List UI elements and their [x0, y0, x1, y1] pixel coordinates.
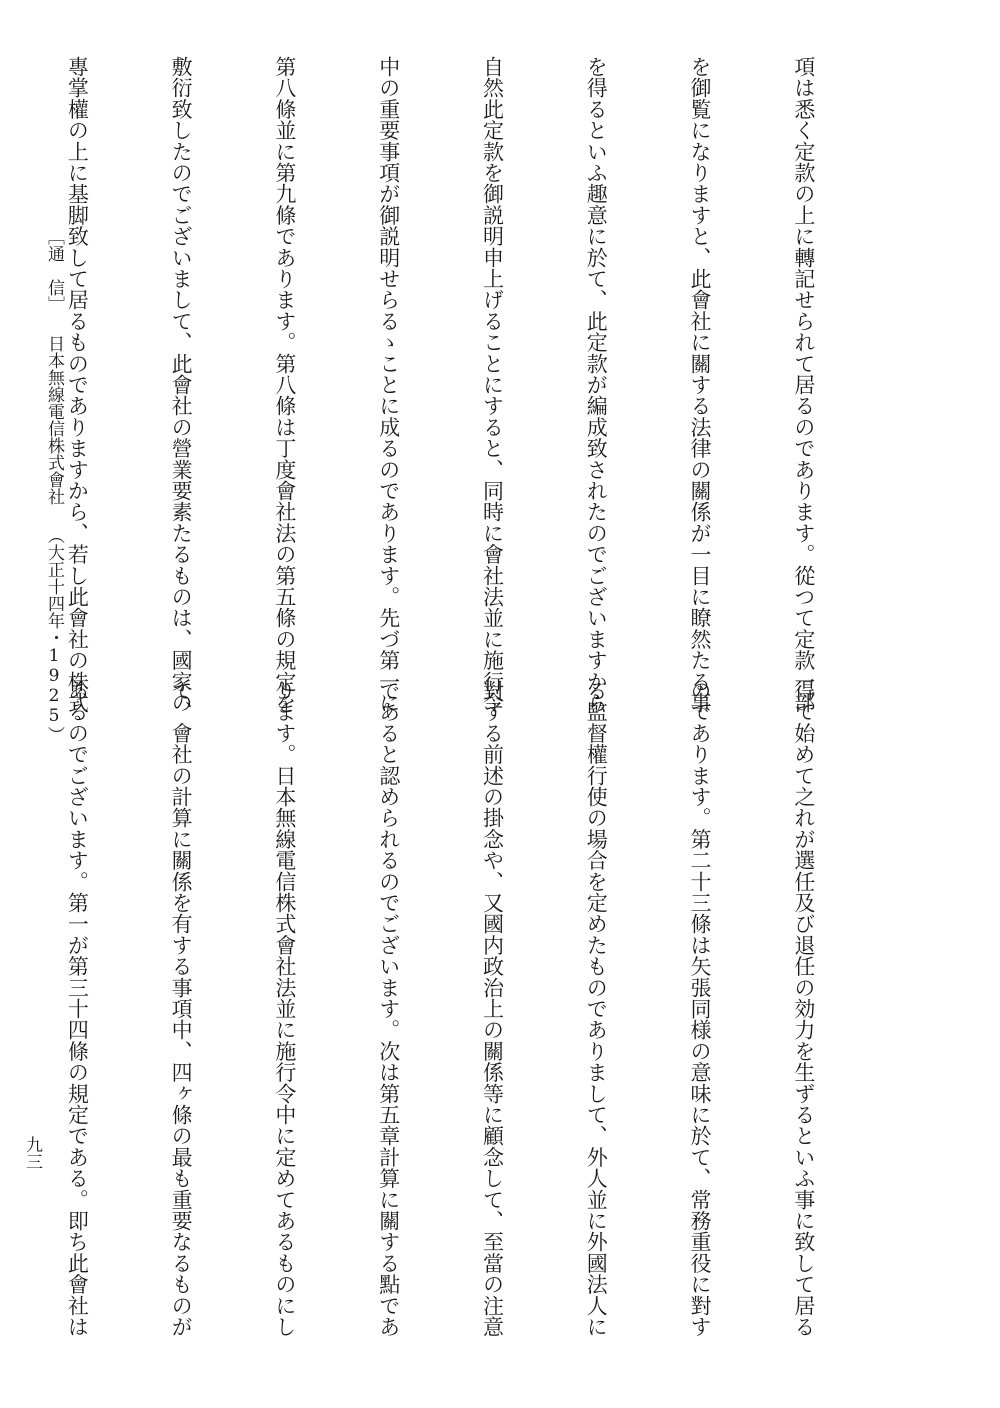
text-line: を御覧になりますと、此會社に關する法律の關係が一目に瞭然たる事: [688, 56, 713, 714]
page-number: 九三: [22, 1136, 42, 1170]
text-line: 得て始めて之れが選任及び退任の効力を生ずるといふ事に致して居る: [791, 680, 816, 1338]
lower-text-block: [65, 680, 890, 1338]
text-line: 中の重要事項が御説明せらるゝことに成るのであります。先づ第一に: [376, 56, 401, 714]
upper-text-block: [65, 56, 890, 714]
running-footer: [18, 148, 90, 743]
footer-section: ［通 信］: [44, 228, 64, 313]
text-line: あるのでございます。第一が第三十四條の規定である。即ち此會社は: [65, 680, 90, 1338]
footer-title: 日本無線電信株式會社: [44, 335, 64, 505]
text-line: る監督權行使の場合を定めたものでありまして、外人並に外國法人に: [584, 680, 609, 1338]
text-line: 敷衍致したのでございまして、此會社の營業要素たるものは、國家の: [169, 56, 194, 714]
text-line: 自然此定款を御説明申上げることにすると、同時に會社法並に施行令: [480, 56, 505, 714]
text-line: て、會社の計算に關係を有する事項中、四ヶ條の最も重要なるものが: [169, 680, 194, 1338]
text-line: 對する前述の掛念や、又國内政治上の關係等に顧念して、至當の注意: [480, 680, 505, 1338]
text-line: ります。日本無線電信株式會社法並に施行令中に定めてあるものにし: [272, 680, 297, 1338]
text-line: のであります。第二十三條は矢張同様の意味に於て、常務重役に對す: [688, 680, 713, 1338]
text-line: 專掌權の上に基脚致して居るものでありますから、若し此會社の株式: [65, 56, 90, 714]
text-line: を得るといふ趣意に於て、此定款が編成致されたのでございますから: [584, 56, 609, 714]
text-line: 項は悉く定款の上に轉記せられて居るのであります。從つて定款一部: [791, 56, 816, 714]
text-line: であると認められるのでございます。次は第五章計算に關する點であ: [376, 680, 401, 1338]
text-line: 第八條並に第九條であります。第八條は丁度會社法の第五條の規定を: [272, 56, 297, 714]
footer-date: （大正十四年・1925）: [44, 527, 64, 743]
